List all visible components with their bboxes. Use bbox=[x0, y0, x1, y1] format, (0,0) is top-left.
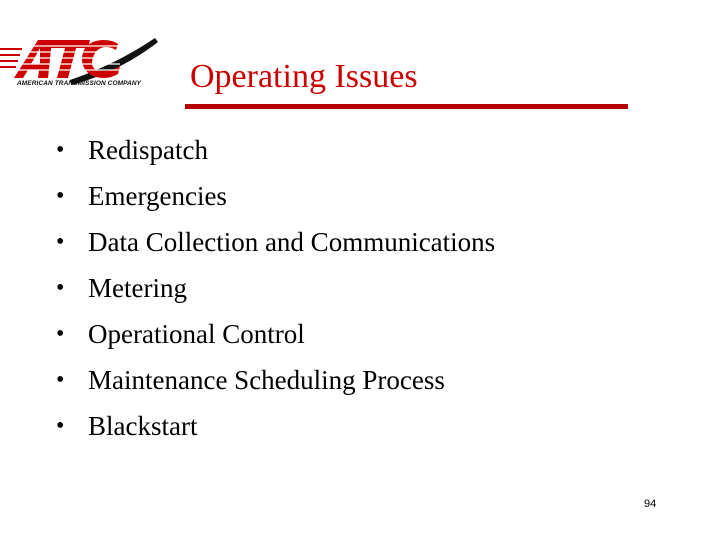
bullet-item bbox=[50, 408, 495, 454]
bullet-text: Operational Control bbox=[88, 319, 305, 349]
bullet-item bbox=[50, 224, 495, 270]
bullet-icon: • bbox=[56, 137, 65, 163]
bullet-icon: • bbox=[56, 413, 65, 439]
atc-logo bbox=[0, 30, 185, 100]
bullet-icon: • bbox=[56, 275, 65, 301]
bullet-item bbox=[50, 316, 495, 362]
bullet-icon: • bbox=[56, 367, 65, 393]
bullet-item bbox=[50, 362, 495, 408]
title-underline-rule bbox=[185, 104, 628, 109]
bullet-icon: • bbox=[56, 229, 65, 255]
bullet-item bbox=[50, 132, 495, 178]
bullet-item bbox=[50, 270, 495, 316]
bullet-text: Blackstart bbox=[88, 411, 198, 441]
bullet-text: Data Collection and Communications bbox=[88, 227, 496, 257]
bullet-text: Metering bbox=[88, 273, 187, 303]
page-title: Operating Issues bbox=[190, 58, 418, 95]
bullet-text: Redispatch bbox=[88, 135, 208, 165]
logo-company-name: AMERICAN TRANSMISSION COMPANY bbox=[17, 80, 142, 87]
atc-logo-graphic bbox=[0, 30, 185, 100]
bullet-text: Emergencies bbox=[88, 181, 227, 211]
bullet-icon: • bbox=[56, 321, 65, 347]
bullet-item bbox=[50, 178, 495, 224]
bullet-text: Maintenance Scheduling Process bbox=[88, 365, 445, 395]
bullet-list bbox=[50, 132, 495, 454]
bullet-icon: • bbox=[56, 183, 65, 209]
page-number: 94 bbox=[644, 498, 657, 510]
